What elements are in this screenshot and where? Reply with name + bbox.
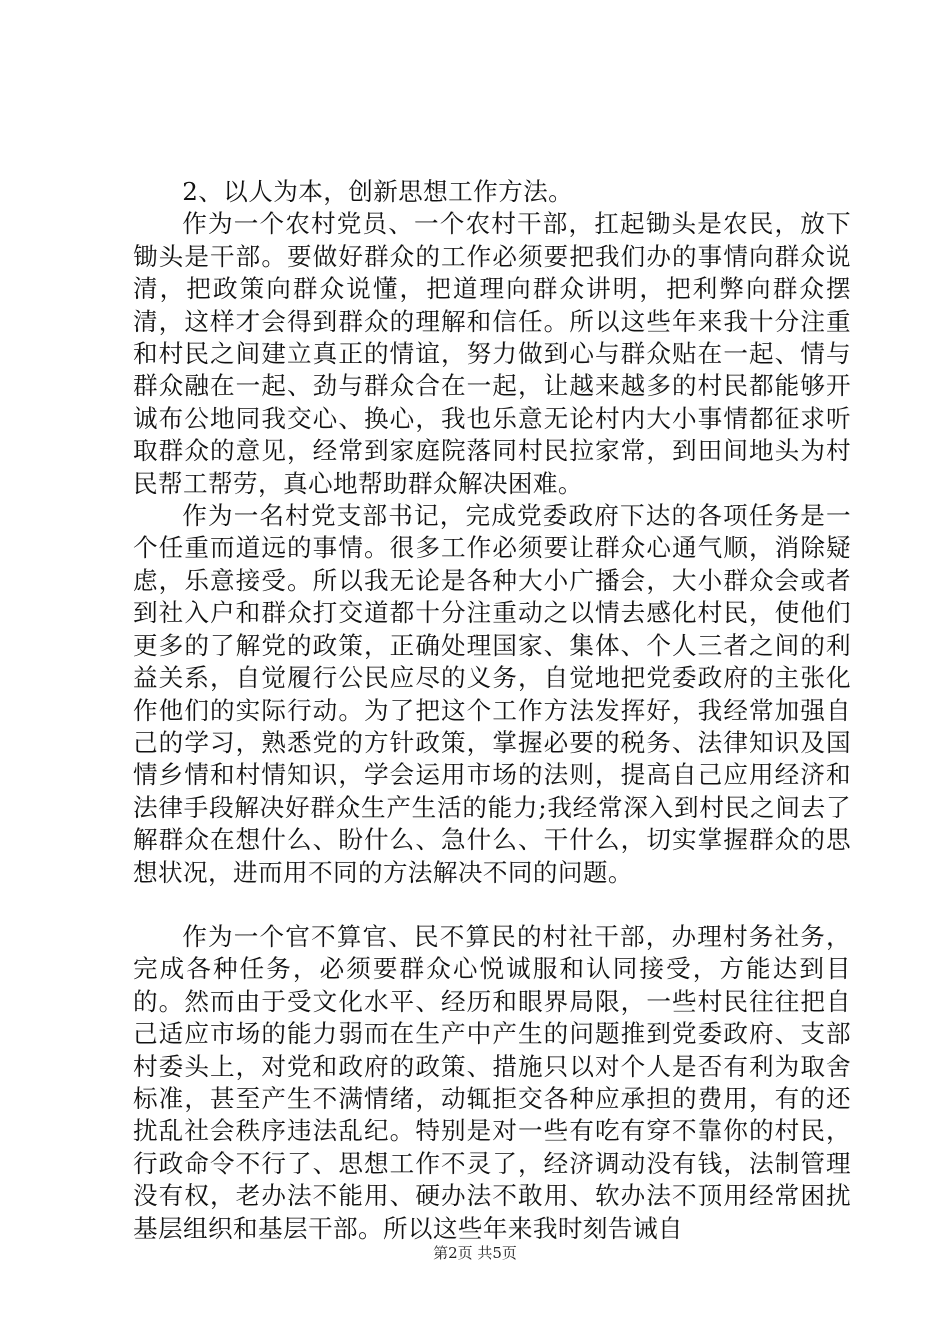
body-paragraph: 作为一个农村党员、一个农村干部，扛起锄头是农民，放下锄头是干部。要做好群众的工作必须要把我们办的事情向群众说清，把政策向群众说懂，把道理向群众讲明，把利弊向群众摆清，这样才会得到群众的理解和信任。所以这些年来我十分注重和村民之间建立真正的情谊，努力做到心与群众贴在一起、情与群众融在一起、劲与群众合在一起，让越来越多的村民都能够开诚布公地同我交心、换心，我也乐意无论村内大小事情都征求听取群众的意见，经常到家庭院落同村民拉家常，到田间地头为村民帮工帮劳，真心地帮助群众解决困难。	[133, 209, 851, 498]
body-paragraph: 作为一个官不算官、民不算民的村社干部，办理村务社务，完成各种任务，必须要群众心悦诚服和认同接受，方能达到目的。然而由于受文化水平、经历和眼界局限，一些村民往往把自己适应市场的能力弱而在生产中产生的问题推到党委政府、支部村委头上，对党和政府的政策、措施只以对个人是否有利为取舍标准，甚至产生不满情绪，动辄拒交各种应承担的费用，有的还扰乱社会秩序违法乱纪。特别是对一些有吃有穿不靠你的村民，行政命令不行了、思想工作不灵了，经济调动没有钱，法制管理没有权，老办法不能用、硬办法不敢用、软办法不顶用经常困扰基层组织和基层干部。所以这些年来我时刻告诫自	[133, 921, 851, 1243]
document-body	[133, 176, 851, 1245]
body-paragraph: 作为一名村党支部书记，完成党委政府下达的各项任务是一个任重而道远的事情。很多工作必须要让群众心通气顺，消除疑虑，乐意接受。所以我无论是各种大小广播会，大小群众会或者到社入户和群众打交道都十分注重动之以情去感化村民，使他们更多的了解党的政策，正确处理国家、集体、个人三者之间的利益关系，自觉履行公民应尽的义务，自觉地把党委政府的主张化作他们的实际行动。为了把这个工作方法发挥好，我经常加强自己的学习，熟悉党的方针政策，掌握必要的税务、法律知识及国情乡情和村情知识，学会运用市场的法则，提高自己应用经济和法律手段解决好群众生产生活的能力;我经常深入到村民之间去了解群众在想什么、盼什么、急什么、干什么，切实掌握群众的思想状况，进而用不同的方法解决不同的问题。	[133, 501, 851, 887]
page-number-footer: 第2页 共5页	[433, 1244, 517, 1262]
section-heading: 2、以人为本，创新思想工作方法。	[182, 177, 574, 206]
